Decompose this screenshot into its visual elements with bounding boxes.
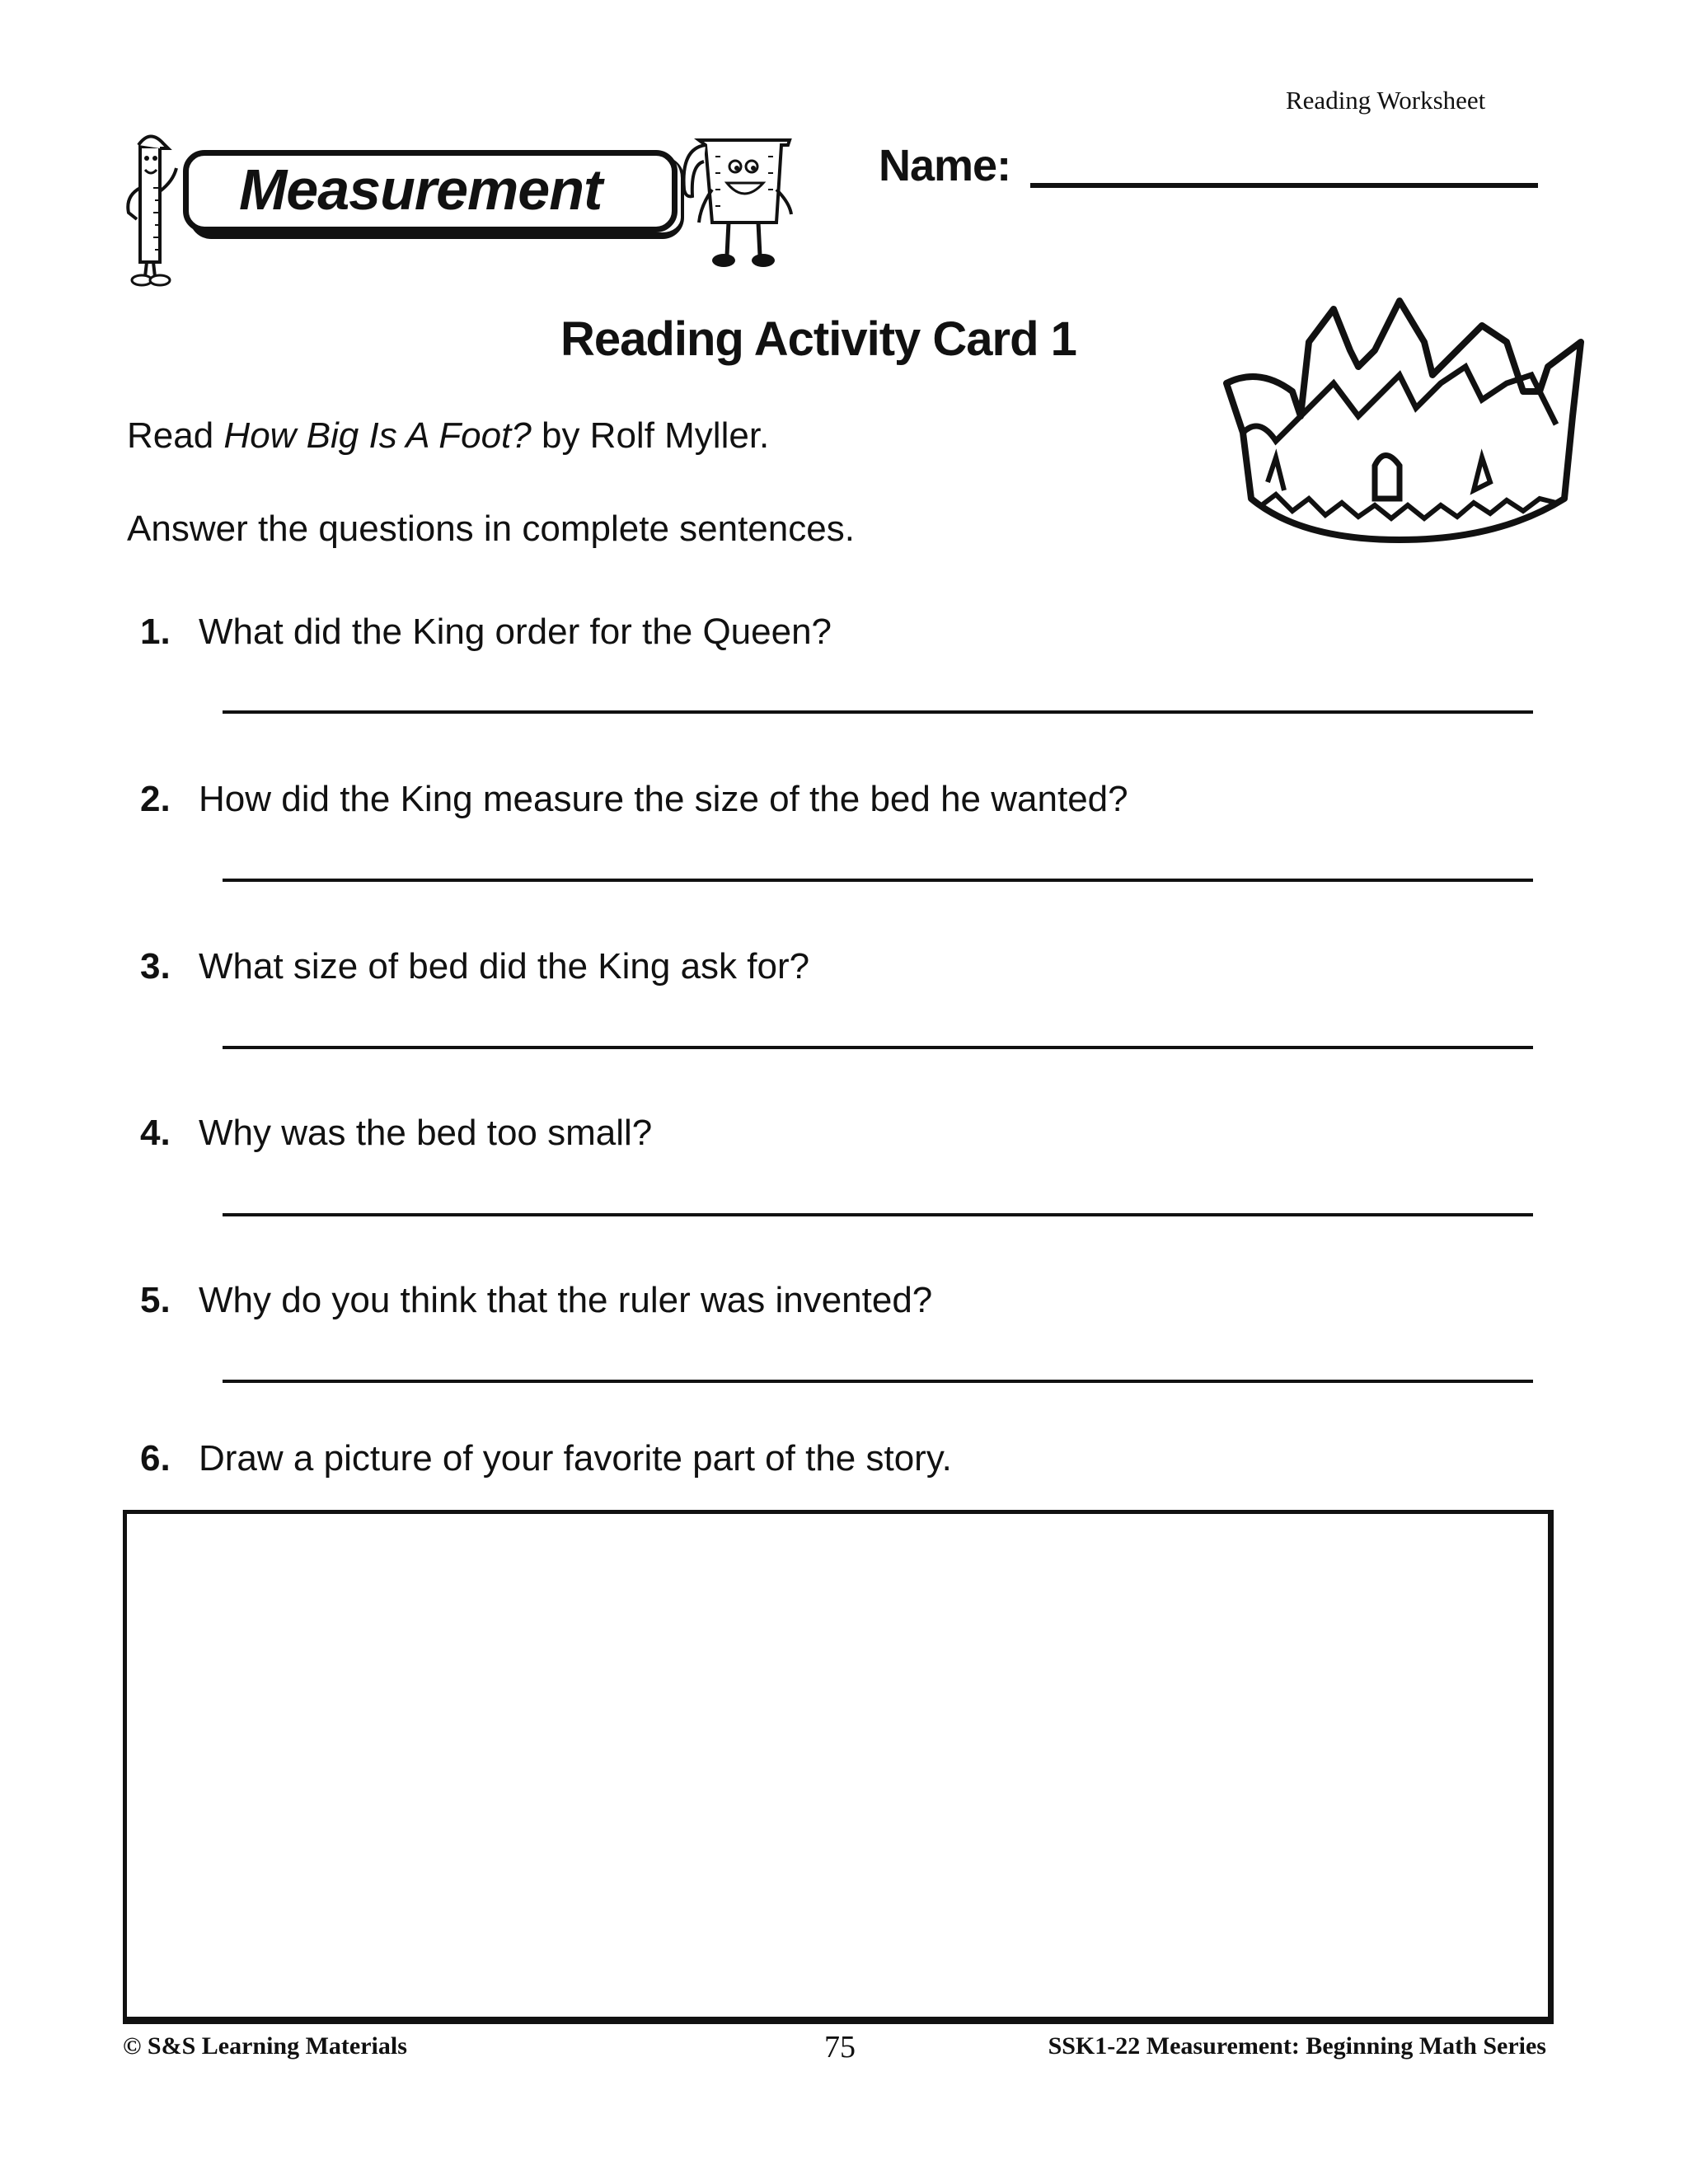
answer-line-3[interactable] (223, 1046, 1533, 1049)
question-text: Why was the bed too small? (199, 1113, 653, 1153)
answer-line-2[interactable] (223, 879, 1533, 882)
read-prefix: Read (127, 415, 224, 456)
question-number: 5. (140, 1280, 171, 1320)
answer-line-5[interactable] (223, 1380, 1533, 1383)
question-number: 2. (140, 779, 171, 819)
question-text: What size of bed did the King ask for? (199, 946, 810, 987)
question-number: 6. (140, 1438, 171, 1479)
ruler-character-icon (122, 122, 188, 287)
question-text: What did the King order for the Queen? (199, 612, 832, 652)
measuring-jug-character-icon (666, 132, 810, 276)
banner-title: Measurement (239, 157, 603, 222)
question-text: How did the King measure the size of the bed he wanted? (199, 779, 1128, 819)
question-number: 4. (140, 1113, 171, 1153)
page-title: Reading Activity Card 1 (560, 312, 1076, 366)
answer-line-4[interactable] (223, 1213, 1533, 1216)
question-text: Why do you think that the ruler was invented? (199, 1280, 933, 1320)
answer-line-1[interactable] (223, 710, 1533, 714)
reading-instruction (127, 415, 769, 457)
question-text: Draw a picture of your favorite part of the story. (199, 1438, 952, 1479)
question-number: 1. (140, 612, 171, 652)
drawing-area[interactable] (123, 1510, 1554, 2024)
name-label: Name: (879, 141, 1011, 190)
worksheet-label: Reading Worksheet (1286, 86, 1486, 115)
book-title: How Big Is A Foot? (223, 415, 532, 456)
footer-series: SSK1-22 Measurement: Beginning Math Series (1048, 2032, 1546, 2060)
footer-copyright: © S&S Learning Materials (123, 2032, 407, 2060)
name-input-line[interactable] (1030, 183, 1538, 188)
question-number: 3. (140, 946, 171, 987)
answer-instruction: Answer the questions in complete sentences. (127, 509, 855, 549)
read-suffix: by Rolf Myller. (531, 415, 770, 456)
page-number: 75 (824, 2030, 856, 2064)
crown-icon (1210, 293, 1597, 577)
